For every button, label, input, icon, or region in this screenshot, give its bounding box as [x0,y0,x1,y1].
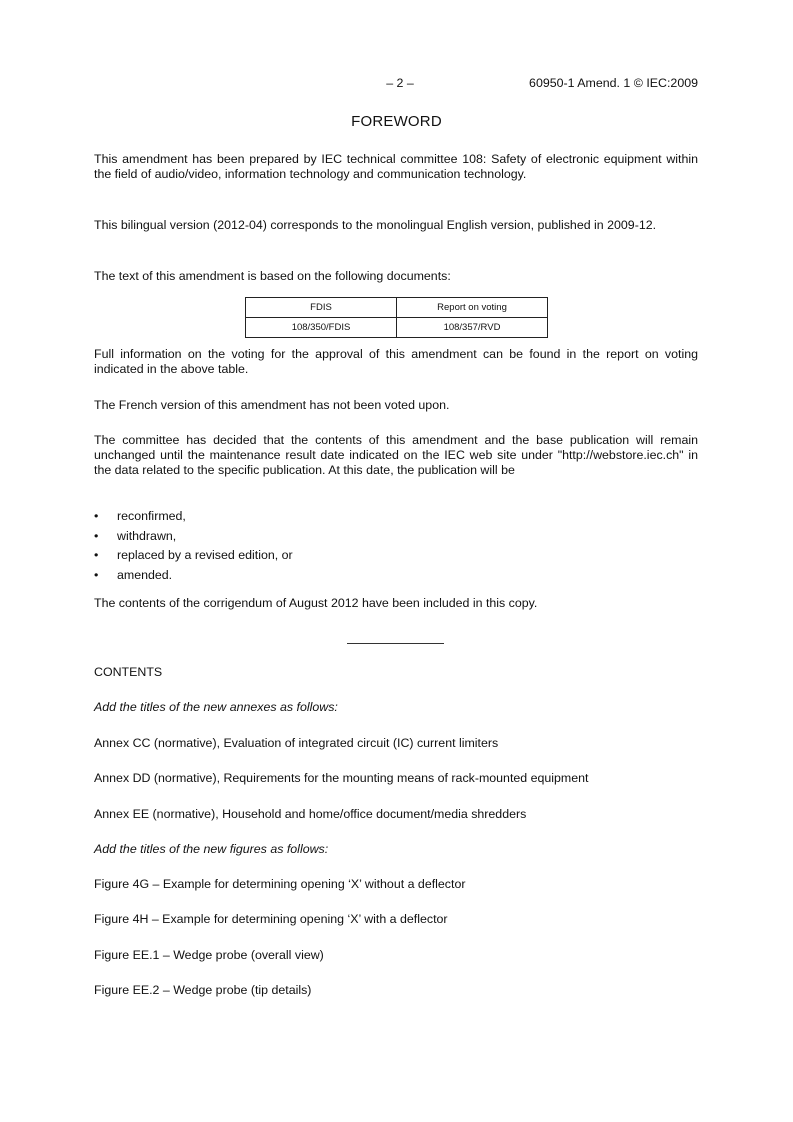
bullet-icon: • [94,528,99,543]
paragraph-based-on-documents: The text of this amendment is based on the following documents: [94,269,451,283]
list-item-text: amended. [117,567,173,582]
table-cell: 108/350/FDIS [246,318,397,338]
table-header-cell: FDIS [246,298,397,318]
section-separator [347,643,444,644]
table-row [246,318,548,338]
figure-ee2-entry: Figure EE.2 – Wedge probe (tip details) [94,983,312,997]
list-item-text: reconfirmed, [117,509,186,523]
annex-ee-entry: Annex EE (normative), Household and home/office document/media shredders [94,807,527,821]
bullet-icon: • [94,548,99,562]
publication-status-list [94,509,698,587]
bullet-icon: • [94,509,99,523]
paragraph-voting-info: Full information on the voting for the approval of this amendment can be found in the report on voting indicated in the above table. [94,347,698,376]
bullet-icon: • [94,567,99,582]
contents-heading: CONTENTS [94,665,163,679]
table-header-row [246,298,548,318]
figure-intro: Add the titles of the new figures as follows: [94,842,329,856]
list-item-text: withdrawn, [117,528,177,543]
annex-cc-entry: Annex CC (normative), Evaluation of integrated circuit (IC) current limiters [94,736,499,750]
list-item [94,548,698,568]
paragraph-bilingual-version: This bilingual version (2012-04) corresponds to the monolingual English version, published in 2009-12. [94,218,657,232]
list-item [94,529,698,549]
paragraph-french-version: The French version of this amendment has not been voted upon. [94,398,450,412]
table-cell: 108/357/RVD [397,318,548,338]
table-header-cell: Report on voting [397,298,548,318]
page-number: – 2 – [386,76,414,90]
foreword-title: FOREWORD [351,113,442,130]
annex-intro: Add the titles of the new annexes as follows: [94,700,338,714]
figure-4g-entry: Figure 4G – Example for determining opening ‘X’ without a deflector [94,877,466,891]
annex-dd-entry: Annex DD (normative), Requirements for the mounting means of rack-mounted equipment [94,771,589,785]
list-item-text: replaced by a revised edition, or [117,548,293,562]
figure-4h-entry: Figure 4H – Example for determining opening ‘X’ with a deflector [94,912,448,926]
paragraph-maintenance: The committee has decided that the contents of this amendment and the base publication will remain unchanged until the maintenance result date indicated on the IEC web site under "http://webstore.iec.ch" in the data related to the specific publication. At this date, the publication will be [94,433,698,477]
paragraph-corrigendum: The contents of the corrigendum of August 2012 have been included in this copy. [94,596,538,610]
documents-table [245,297,548,338]
list-item [94,509,698,529]
figure-ee1-entry: Figure EE.1 – Wedge probe (overall view) [94,948,324,962]
document-reference: 60950-1 Amend. 1 © IEC:2009 [529,76,698,90]
list-item [94,568,698,588]
paragraph-committee: This amendment has been prepared by IEC technical committee 108: Safety of electronic equipment within the field of audio/video, information technology and communication technology. [94,152,698,181]
